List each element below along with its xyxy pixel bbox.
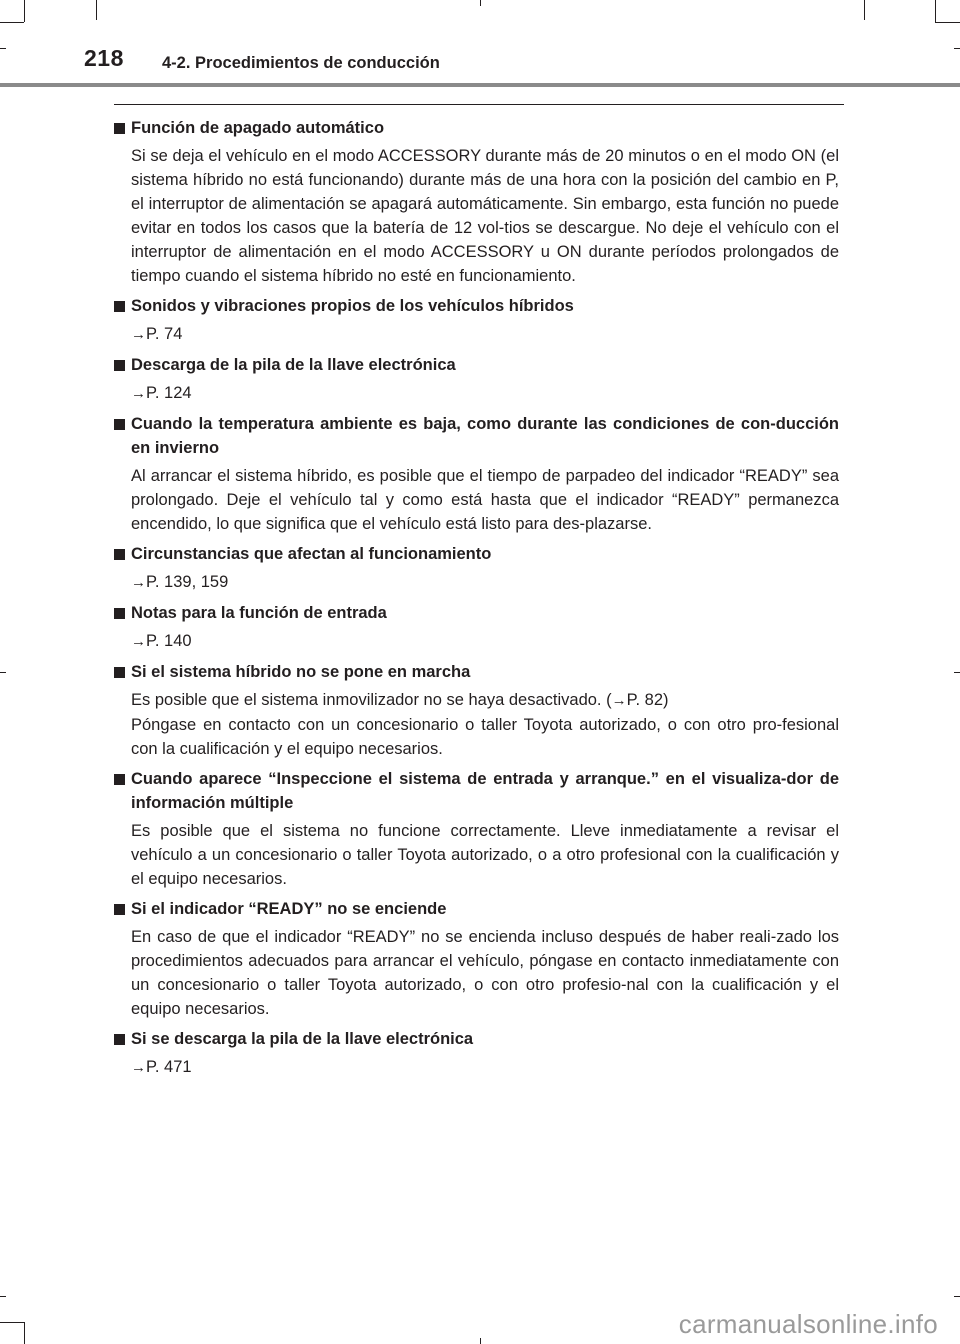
section-heading: Si el indicador “READY” no se enciende [113,897,839,921]
arrow-right-icon: → [131,1059,146,1076]
page-reference: →P. 124 [131,384,192,402]
square-bullet-icon [114,667,125,678]
section-low-temperature [113,412,839,536]
arrow-right-icon: → [131,633,146,650]
section-ready-indicator [113,897,839,1021]
crop-mark [480,0,481,6]
page-reference: →P. 74 [131,325,183,343]
square-bullet-icon [114,123,125,134]
crop-mark [480,1338,481,1344]
square-bullet-icon [114,608,125,619]
arrow-right-icon: → [131,385,146,402]
crop-mark [0,1296,6,1297]
arrow-right-icon: → [131,574,146,591]
watermark: carmanualsonline.info [678,1309,938,1339]
section-auto-off [113,116,839,288]
section-heading: Circunstancias que afectan al funcionamiento [113,542,839,566]
section-key-battery-drain [113,353,839,406]
crop-mark [0,1322,24,1323]
square-bullet-icon [114,360,125,371]
crop-mark [24,0,25,22]
section-heading: Función de apagado automático [113,116,839,140]
square-bullet-icon [114,774,125,785]
section-circumstances [113,542,839,595]
section-hybrid-sounds [113,294,839,347]
crop-mark [935,22,960,23]
page-number: 218 [84,45,124,71]
page-content [113,116,839,1086]
section-heading: Si se descarga la pila de la llave electrónica [113,1027,839,1051]
square-bullet-icon [114,419,125,430]
section-heading: Notas para la función de entrada [113,601,839,625]
page-reference: →P. 140 [131,632,192,650]
section-body: Es posible que el sistema inmovilizador no se haya desactivado. (→P. 82) [131,691,669,709]
section-entry-function [113,601,839,654]
section-heading: Si el sistema híbrido no se pone en marcha [113,660,839,684]
section-inspect-message [113,767,839,891]
crop-mark [864,0,865,20]
page-reference: →P. 471 [131,1058,192,1076]
section-heading: Sonidos y vibraciones propios de los vehículos híbridos [113,294,839,318]
section-heading: Descarga de la pila de la llave electrónica [113,353,839,377]
arrow-right-icon: → [611,692,627,709]
square-bullet-icon [114,301,125,312]
section-hybrid-not-starting [113,660,839,761]
crop-mark [24,1322,25,1344]
crop-mark [0,48,6,49]
section-body: Si se deja el vehículo en el modo ACCESSORY durante más de 20 minutos o en el modo ON (el sistema híbrido no está funcionando) durante más de una hora con la posición del cambio en P, el interruptor de alimentación se apagará automáticamente. Sin embargo, esta función no puede evitar en todos los casos que la batería de 12 vol-tios se descargue. No deje el vehículo con el interruptor de alimentación en el modo ACCESSORY u ON durante períodos prolongados de tiempo cuando el sistema híbrido no esté en funcionamiento. [131,147,839,285]
square-bullet-icon [114,904,125,915]
section-body: Al arrancar el sistema híbrido, es posible que el tiempo de parpadeo del indicador “READY” sea prolongado. Deje el vehículo tal y como está hasta que el indicador “READY” permanezca encendido, lo que significa que el vehículo está listo para des-plazarse. [131,467,839,533]
section-body: Es posible que el sistema no funcione correctamente. Lleve inmediatamente a revisar el vehículo a un concesionario o taller Toyota autorizado, o a otro profesional con la cualificación y el equipo necesarios. [131,822,839,888]
arrow-right-icon: → [131,326,146,343]
crop-mark [954,48,960,49]
section-heading: Cuando aparece “Inspeccione el sistema de entrada y arranque.” en el visualiza-dor de información múltiple [113,767,839,815]
crop-mark [0,22,24,23]
section-body: Póngase en contacto con un concesionario o taller Toyota autorizado, o con otro pro-fesional con la cualificación y el equipo necesarios. [131,716,839,758]
crop-mark [954,672,960,673]
section-body: En caso de que el indicador “READY” no se encienda incluso después de haber reali-zado los procedimientos adecuados para arrancar el vehículo, póngase en contacto inmediatamente con un concesionario o taller Toyota autorizado, o con otro profesio-nal con la cualificación y el equipo necesarios. [131,928,839,1018]
crop-mark [935,0,936,22]
section-title: 4-2. Procedimientos de conducción [162,54,440,72]
square-bullet-icon [114,549,125,560]
header-bar [0,83,960,87]
page-reference: →P. 139, 159 [131,573,229,591]
crop-mark [954,1296,960,1297]
square-bullet-icon [114,1034,125,1045]
crop-mark [0,672,6,673]
section-heading: Cuando la temperatura ambiente es baja, como durante las condiciones de con-ducción en invierno [113,412,839,460]
crop-mark [96,0,97,20]
section-key-battery-discharged [113,1027,839,1080]
header-rule [114,104,844,105]
